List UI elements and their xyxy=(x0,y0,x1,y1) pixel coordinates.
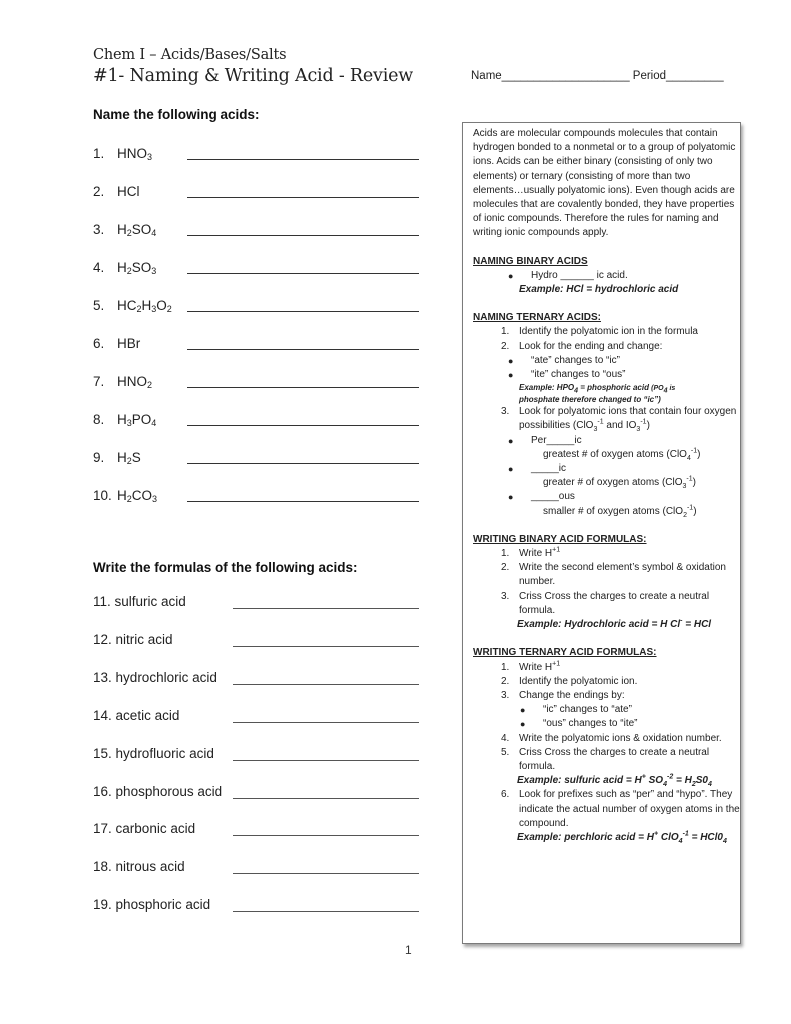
question-number: 15. xyxy=(93,745,112,761)
binary-naming-bullet: ● Hydro ______ ic acid. xyxy=(473,269,740,283)
bullet-icon: ● xyxy=(520,705,526,716)
question-number: 6. xyxy=(93,336,105,351)
answer-line[interactable] xyxy=(187,159,419,160)
answer-line[interactable] xyxy=(187,311,419,312)
question-label xyxy=(93,670,217,685)
acid-name: nitric acid xyxy=(115,631,173,647)
binary-writing-step-2: 2. Write the second element’s symbol & oxidation number. xyxy=(501,562,726,588)
ate-bullet: ● “ate” changes to “ic” xyxy=(473,354,740,368)
acid-name: acetic acid xyxy=(115,707,180,723)
answer-line[interactable] xyxy=(187,235,419,236)
question-label xyxy=(93,632,173,647)
answer-line[interactable] xyxy=(187,273,419,274)
chemical-formula: HCl xyxy=(117,184,140,199)
binary-writing-heading: WRITING BINARY ACID FORMULAS: xyxy=(473,533,647,545)
ic-ate-bullet: ● “ic” changes to “ate” xyxy=(473,703,740,717)
chemical-formula: $HC_2H_3O_2$ xyxy=(117,298,172,314)
bullet-icon: ● xyxy=(520,719,526,730)
chemical-formula: $H_2SO_4$ xyxy=(117,222,157,238)
question-number: 3. xyxy=(93,222,105,237)
chemical-formula: $H_2SO_3$ xyxy=(117,260,157,276)
course-header: Chem I – Acids/Bases/Salts xyxy=(93,47,287,63)
ternary-step-1: 1. Identify the polyatomic ion in the formula xyxy=(501,326,698,338)
answer-line[interactable] xyxy=(233,684,419,685)
acid-name: hydrofluoric acid xyxy=(115,745,214,761)
chemical-formula: HBr xyxy=(117,336,141,351)
chemical-formula: $H_3PO_4$ xyxy=(117,412,157,428)
part2-heading: Write the formulas of the following acids: xyxy=(93,560,358,575)
page-number: 1 xyxy=(405,943,412,957)
worksheet-title: #1- Naming & Writing Acid - Review xyxy=(93,66,414,86)
question-number: 12. xyxy=(93,631,112,647)
chemical-formula: $HNO_3$ xyxy=(117,146,153,162)
binary-writing-example: Example: Hydrochloric acid = H Cl- = HCl xyxy=(517,617,712,631)
per-ic-desc: greatest # of oxygen atoms (ClO$_4^{-1}$) xyxy=(543,447,701,462)
chemical-formula: $H_2S$ xyxy=(117,450,141,466)
acid-name: hydrochloric acid xyxy=(115,669,217,685)
question-number: 11. xyxy=(93,594,111,609)
intro-paragraph: Acids are molecular compounds molecules that contain hydrogen bonded to a nonmetal or to a group of polyatomic ions. Acids can be either binary (consisting of only two elements) or ternary (consisting of more than two elements…usually polyatomic ions). Even though acids are molecules that are covalently bonded, they have properties of ionic compounds. Therefore the rules for naming and writing ionic compounds apply. xyxy=(473,128,736,239)
question-number: 10. xyxy=(93,488,112,503)
acid-name: phosphorous acid xyxy=(115,783,223,799)
question-label xyxy=(93,184,140,199)
question-label xyxy=(93,784,222,799)
question-label xyxy=(93,146,152,161)
answer-line[interactable] xyxy=(187,463,419,464)
question-label xyxy=(93,859,185,874)
question-label xyxy=(93,746,214,761)
chemical-formula: $HNO_2$ xyxy=(117,374,153,390)
binary-naming-heading: NAMING BINARY ACIDS xyxy=(473,255,588,267)
question-label xyxy=(93,488,157,503)
answer-line[interactable] xyxy=(233,646,419,647)
question-number: 2. xyxy=(93,184,105,199)
question-label xyxy=(93,222,156,237)
ite-bullet: ● “ite” changes to “ous” xyxy=(473,368,740,382)
question-number: 17. xyxy=(93,821,112,837)
ic-desc: greater # of oxygen atoms (ClO$_3^{-1}$) xyxy=(543,475,696,491)
acid-name: sulfuric acid xyxy=(114,594,186,609)
question-label xyxy=(93,260,156,275)
bullet-icon: ● xyxy=(508,355,514,366)
question-label xyxy=(93,594,186,609)
question-label xyxy=(93,298,172,313)
question-number: 9. xyxy=(93,450,105,465)
question-number: 1. xyxy=(93,146,105,161)
ternary-naming-example: Example: $HPO_4$ = phosphoric acid ($PO_4$ is xyxy=(519,383,676,395)
question-number: 14. xyxy=(93,707,112,723)
ternary-writing-step-2: 2. Identify the polyatomic ion. xyxy=(501,675,638,687)
question-label xyxy=(93,450,141,465)
ic-bullet: ● _____ic xyxy=(473,462,740,476)
question-number: 13. xyxy=(93,669,112,685)
question-label xyxy=(93,374,152,389)
acid-name: carbonic acid xyxy=(115,821,196,837)
bullet-icon: ● xyxy=(508,464,514,475)
per-ic-bullet: ● Per_____ic xyxy=(473,434,740,448)
answer-line[interactable] xyxy=(233,873,419,874)
acid-name: phosphoric acid xyxy=(115,897,211,913)
answer-line[interactable] xyxy=(233,835,419,836)
bullet-icon: ● xyxy=(508,270,514,281)
ternary-writing-example-6: Example: perchloric acid = H+ $ClO_4^{-1} = HCl0_4$ xyxy=(517,830,727,845)
acid-name: nitrous acid xyxy=(115,859,185,875)
ternary-step-3: 3. Look for polyatomic ions that contain four oxygen possibilities (ClO$_3^{-1}$ and $IO_3^{-1}$) xyxy=(501,406,737,434)
binary-writing-step-3: 3. Criss Cross the charges to create a neutral formula. xyxy=(501,590,710,616)
ous-bullet: ● _____ous xyxy=(473,490,740,504)
binary-naming-example: Example: HCl = hydrochloric acid xyxy=(519,284,679,296)
answer-line[interactable] xyxy=(187,349,419,350)
bullet-icon: ● xyxy=(508,435,514,446)
question-label xyxy=(93,336,140,351)
answer-line[interactable] xyxy=(233,722,419,723)
reference-info-box xyxy=(462,122,741,944)
answer-line[interactable] xyxy=(233,760,419,761)
ternary-writing-example-5: Example: sulfuric acid = H+ $SO_4^{-2} = H_2S0_4$ xyxy=(517,773,712,789)
ternary-writing-step-6: 6. Look for prefixes such as “per” and “hypo”. They indicate the actual number of oxygen atoms in the compound. xyxy=(501,789,740,829)
ternary-writing-step-4: 4. Write the polyatomic ions & oxidation number. xyxy=(501,732,722,744)
answer-line[interactable] xyxy=(233,608,419,609)
question-number: 18. xyxy=(93,859,112,875)
ternary-writing-heading: WRITING TERNARY ACID FORMULAS: xyxy=(473,647,657,659)
bullet-icon: ● xyxy=(508,492,514,503)
question-number: 16. xyxy=(93,783,112,799)
part1-heading: Name the following acids: xyxy=(93,107,260,122)
question-label xyxy=(93,412,156,427)
question-number: 4. xyxy=(93,260,105,275)
chemical-formula: $H_2CO_3$ xyxy=(117,488,158,504)
ternary-naming-example-cont: phosphate therefore changed to “ic”) xyxy=(519,395,661,405)
binary-writing-step-1: 1. Write $H^{+1}$ xyxy=(501,546,561,560)
ternary-writing-step-1: 1. Write $H^{+1}$ xyxy=(501,660,561,673)
question-label xyxy=(93,897,210,912)
answer-line[interactable] xyxy=(233,798,419,799)
answer-line[interactable] xyxy=(187,387,419,388)
question-label xyxy=(93,708,179,723)
question-number: 7. xyxy=(93,374,105,389)
question-number: 19. xyxy=(93,897,112,913)
question-number: 5. xyxy=(93,298,105,313)
answer-line[interactable] xyxy=(233,911,419,912)
ous-desc: smaller # of oxygen atoms (ClO$_2^{-1}$) xyxy=(543,504,697,519)
question-label xyxy=(93,821,195,836)
ous-ite-bullet: ● “ous” changes to “ite” xyxy=(473,717,740,731)
name-period-field[interactable]: Name____________________ Period_________ xyxy=(471,70,724,82)
answer-line[interactable] xyxy=(187,425,419,426)
answer-line[interactable] xyxy=(187,197,419,198)
ternary-writing-step-3: 3. Change the endings by: xyxy=(501,689,625,701)
ternary-writing-step-5: 5. Criss Cross the charges to create a neutral formula. xyxy=(501,746,710,772)
bullet-icon: ● xyxy=(508,370,514,381)
question-number: 8. xyxy=(93,412,105,427)
answer-line[interactable] xyxy=(187,501,419,502)
ternary-step-2: 2. Look for the ending and change: xyxy=(501,340,663,352)
ternary-naming-heading: NAMING TERNARY ACIDS: xyxy=(473,312,601,324)
